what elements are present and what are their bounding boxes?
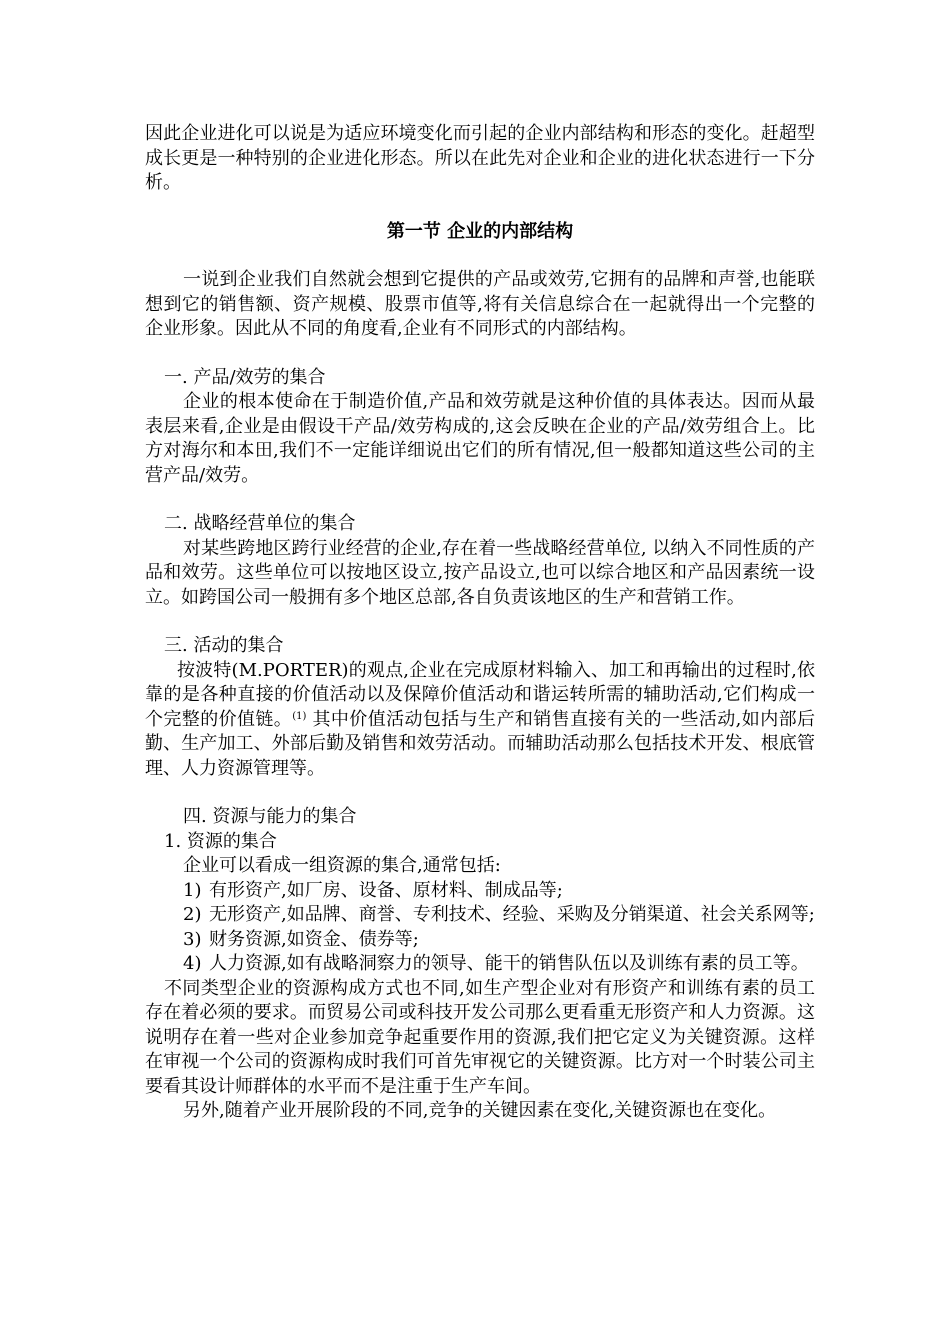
- products-paragraph: 企业的根本使命在于制造价值,产品和效劳就是这种价值的具体表达。因而从最表层来看,企业是由假设干产品/效劳构成的,这会反映在企业的产品/效劳组合上。比方对海尔和本田,我们不一定能详细说出它们的所有情况,但一般都知道这些公司的主营产品/效劳。: [145, 391, 815, 486]
- intro-paragraph: 因此企业进化可以说是为适应环境变化而引起的企业内部结构和形态的变化。赶超型成长更是一种特别的企业进化形态。所以在此先对企业和企业的进化状态进行一下分析。: [145, 123, 815, 193]
- list-text: 有形资产,如厂房、设备、原材料、制成品等;: [209, 879, 563, 901]
- activities-text-a: 按波特(M.PORTER)的观点,企业在完成原材料输入、加工和再输出的过程时,依靠的是各种直接的价值活动以及保障价值活动和谐运转所需的辅助活动,它们构成一个完整的价值链。: [145, 659, 815, 730]
- list-item: [145, 952, 815, 977]
- heading-products: 一. 产品/效劳的集合: [164, 366, 326, 388]
- list-text: 财务资源,如资金、债券等;: [209, 928, 419, 950]
- footnote-marker: (1): [292, 710, 307, 722]
- list-text: 人力资源,如有战略洞察力的领导、能干的销售队伍以及训练有素的员工等。: [209, 953, 809, 974]
- resource-types-paragraph: 不同类型企业的资源构成方式也不同,如生产型企业对有形资产和训练有素的员工存在着必须的要求。而贸易公司或科技开发公司那么更看重无形资产和人力资源。这说明存在着一些对企业参加竞争起重要作用的资源,我们把它定义为关键资源。这样在审视一个公司的资源构成时我们可首先审视它的关键资源。比方对一个时装公司主要看其设计师群体的水平而不是注重于生产车间。: [145, 977, 815, 1097]
- heading-business-units: 二. 战略经营单位的集合: [164, 513, 356, 534]
- list-number: 3): [183, 928, 202, 950]
- resources-lead: 企业可以看成一组资源的集合,通常包括:: [183, 855, 501, 876]
- section-title: 第一节 企业的内部结构: [386, 220, 574, 242]
- list-number: 2): [183, 904, 202, 925]
- section-intro-paragraph: 一说到企业我们自然就会想到它提供的产品或效劳,它拥有的品牌和声誉,也能联想到它的销售额、资产规模、股票市值等,将有关信息综合在一起就得出一个完整的企业形象。因此从不同的角度看,企业有不同形式的内部结构。: [145, 269, 815, 339]
- activities-text-b: 其中价值活动包括与生产和销售直接有关的一些活动,如内部后勤、生产加工、外部后勤及销售和效劳活动。而辅助活动那么包括技术开发、根底管理、人力资源管理等。: [145, 708, 815, 779]
- list-item: [145, 903, 815, 928]
- list-item: [145, 879, 815, 904]
- heading-resources-capabilities: 四. 资源与能力的集合: [183, 806, 357, 827]
- heading-activities: 三. 活动的集合: [164, 635, 284, 656]
- list-number: 4): [183, 953, 202, 974]
- business-units-paragraph: 对某些跨地区跨行业经营的企业,存在着一些战略经营单位, 以纳入不同性质的产品和效劳。这些单位可以按地区设立,按产品设立,也可以综合地区和产品因素统一设立。如跨国公司一般拥有多个地区总部,各自负责该地区的生产和营销工作。: [145, 537, 815, 608]
- document-page: [145, 122, 815, 1124]
- subheading-resources: 1. 资源的集合: [164, 830, 277, 852]
- key-resources-paragraph: 另外,随着产业开展阶段的不同,竞争的关键因素在变化,关键资源也在变化。: [183, 1100, 777, 1121]
- list-text: 无形资产,如品牌、商誉、专利技术、经验、采购及分销渠道、社会关系网等;: [209, 904, 815, 925]
- list-item: [145, 928, 815, 953]
- list-number: 1): [183, 879, 202, 901]
- activities-paragraph: [145, 659, 815, 782]
